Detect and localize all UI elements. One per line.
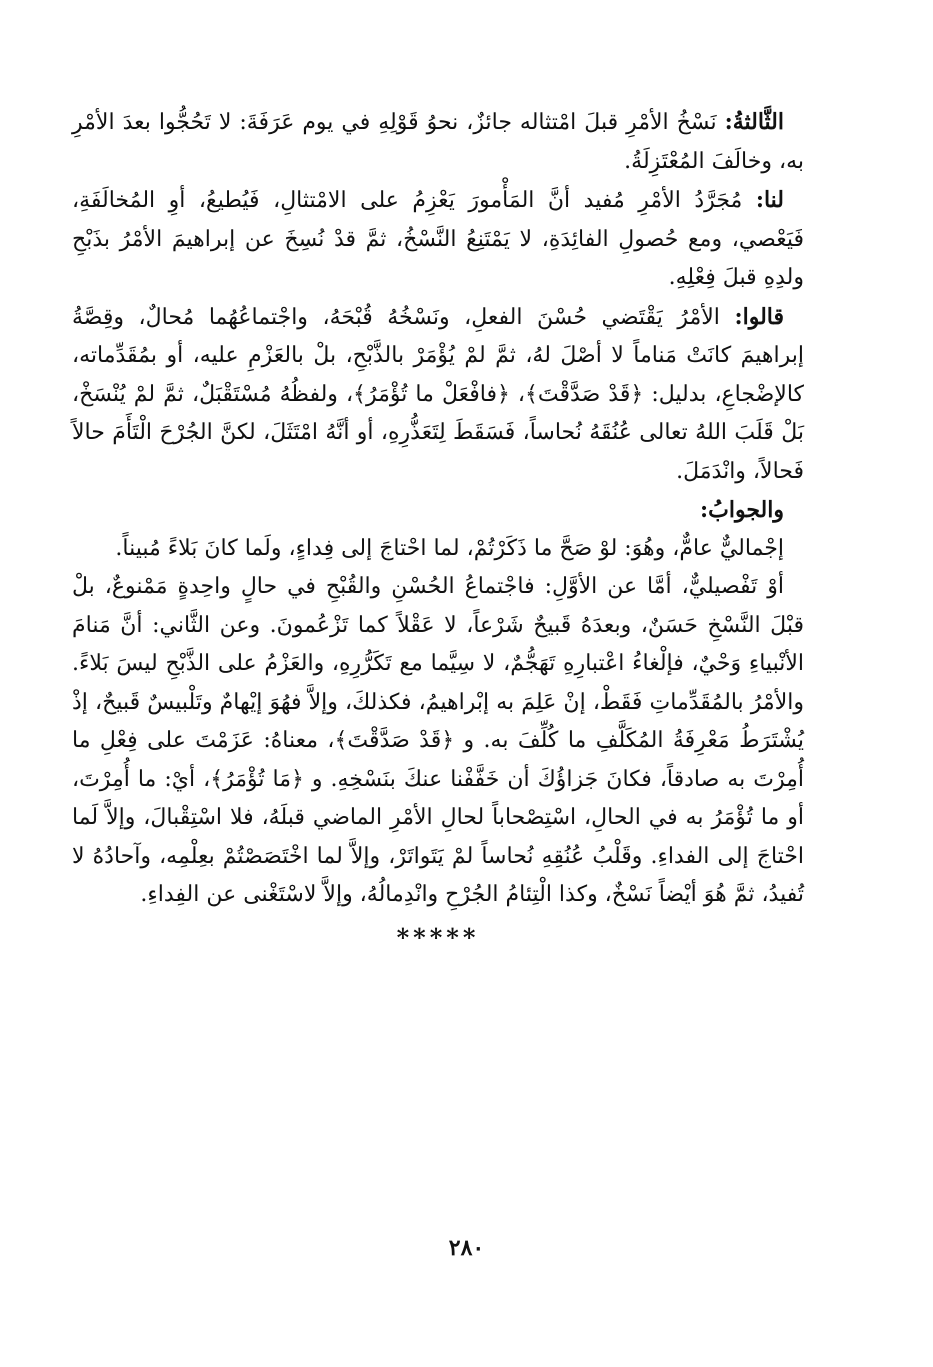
paragraph-text: إجْماليٌّ عامٌّ، وهُوَ: لوْ صَحَّ ما ذَكَرْتُمْ، لما احْتاجَ إلى فِداءٍ، ولَما كانَ بَلاءً مُبيناً. bbox=[115, 535, 784, 561]
paragraph-general-answer bbox=[72, 530, 804, 569]
paragraph-text: أوْ تَفْصيليٌّ، أمَّا عن الأوَّلِ: فاجْتماعُ الحُسْنِ والقُبْحِ في حالٍ واحِدةٍ مَمْنوعٌ، بلْ قبْلَ النَّسْخِ حَسَنٌ، وبعدَهُ قَبيحٌ شَرْعاً، لا عَقْلاً كما تَزْعُمونَ. وعن الثَّاني: أنَّ مَنامَ الأنْبياءِ وَحْيٌ، فإلْغاءُ اعْتبارِهِ تَهَجُّمٌ، لا سِيَّما مع تَكَرُّرِهِ، والعَزْمُ على الذَّبْحِ ليسَ بَلاءً. والأمْرُ بالمُقَدِّماتِ فَقَطْ، إنْ عَلِمَ به إبْراهيمُ، فكذلكَ، وإلاَّ فهُوَ إيْهامٌ وتَلْبيسٌ قَبيحٌ، إذْ يُشْتَرَطُ مَعْرِفَةُ المُكَلَّفِ ما كُلِّفَ به. و ﴿قَدْ صَدَّقْتَ﴾، معناهُ: عَزَمْتَ على فِعْلِ ما أُمِرْتَ به صادقاً، فكانَ جَزاؤُكَ أن خَفَّفْنا عنكَ بنَسْخِهِ. و ﴿مَا تُؤْمَرُ﴾، أيْ: ما أُمِرْتَ، أو ما تُؤْمَرُ به في الحالِ، اسْتِصْحاباً لحالِ الأمْرِ الماضي قبلَهُ، فلا اسْتِقْبالَ، وإلاَّ لَما احْتاجَ إلى الفداءِ. وقَلْبُ عُنُقِهِ نُحاساً لمْ يَتَواتَرْ، وإلاَّ لما اخْتَصَصْتُمْ بعِلْمِه، وآحادُهُ لا تُفيدُ، ثمَّ هُوَ أيْضاً نَسْخٌ، وكذا الْتِئامُ الجُرْحِ وانْدِمالُهُ، وإلاَّ لاسْتَغْنى عن الفِداءِ. bbox=[72, 574, 804, 907]
paragraph-text: نَسْخُ الأمْرِ قبلَ امْتثاله جائزٌ، نحوُ قَوْلِهِ في يوم عَرَفَةَ: لا تَحُجُّوا بعدَ الأمْرِ به، وخالَفَ المُعْتَزِلَةُ. bbox=[72, 110, 804, 174]
paragraph-their-objection bbox=[72, 298, 804, 492]
paragraph-detailed-answer bbox=[72, 568, 804, 915]
paragraph-lead: لنا: bbox=[755, 187, 784, 213]
paragraph-text: الأمْرُ يَقْتَضي حُسْنَ الفعلِ، ونَسْخُهُ قُبْحَهُ، واجْتماعُهُما مُحالٌ، وقِصَّةُ إبراهيمَ كانَتْ مَناماً لا أصْلَ لهُ، ثمَّ لمْ يُؤْمَرْ بالذَّبْحِ، بلْ بالعَزْمِ عليه، أو بمُقَدِّماته، كالإضْجاعِ، بدليل: ﴿قَدْ صَدَّقْتَ﴾، ﴿فافْعَلْ ما تُؤْمَرُ﴾، ولفظُهُ مُسْتَقْبَلٌ، ثمَّ لمْ يُنْسَخْ، بَلْ قَلَبَ اللهُ تعالى عُنُقَهُ نُحاساً، فَسَقَطَ لِتَعَذُّرِهِ، أو أنَّهُ امْتَثَلَ، لكنَّ الجُرْحَ الْتَأَمَ حالاً فَحالاً، وانْدَمَلَ. bbox=[72, 304, 804, 484]
paragraph-third-issue bbox=[72, 103, 804, 181]
page-body bbox=[72, 103, 804, 957]
paragraph-lead: قالوا: bbox=[734, 303, 784, 330]
paragraph-text: مُجَرَّدُ الأمْرِ مُفيد أنَّ المَأْمورَ يَعْزِمُ على الامْتثالِ، فَيُطيعُ، أوِ المُخالَفَةِ، فَيَعْصي، ومع حُصولِ الفائِدَةِ، لا يَمْتَنِعُ النَّسْخُ، ثمَّ قدْ نُسِخَ عن إبراهيمَ الأمْرُ بذَبْحِ ولدِهِ قبلَ فِعْلِهِ. bbox=[72, 188, 804, 290]
paragraph-our-argument bbox=[72, 181, 804, 298]
answer-heading bbox=[72, 491, 804, 530]
answer-heading-text: والجوابُ: bbox=[700, 497, 784, 523]
page-number: ٢٨٠ bbox=[448, 1235, 485, 1261]
section-separator: ***** bbox=[396, 922, 480, 952]
paragraph-lead: الثَّالثةُ: bbox=[724, 109, 784, 135]
